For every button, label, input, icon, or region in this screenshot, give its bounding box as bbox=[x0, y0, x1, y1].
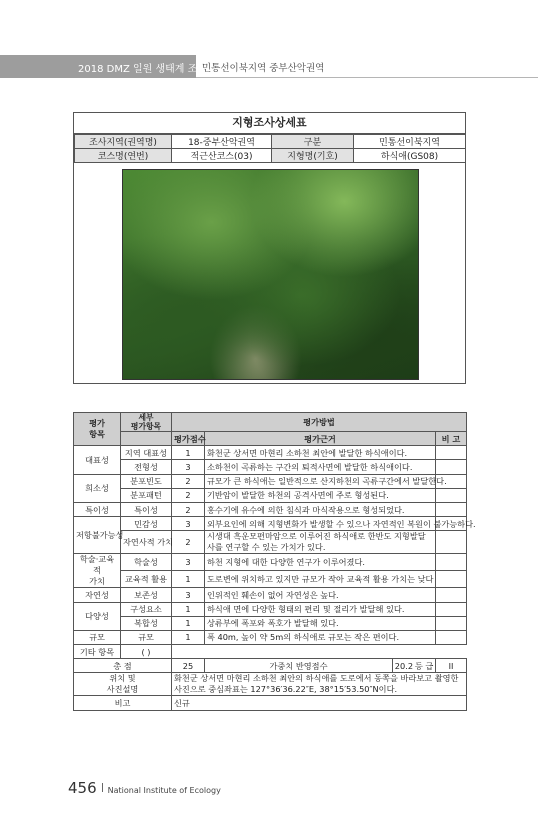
eval-sub: 학술성 bbox=[121, 554, 172, 571]
eval-item: 저항불가능성 bbox=[74, 517, 121, 554]
sheet-title: 지형조사상세표 bbox=[74, 113, 465, 134]
eval-sub: 민감성 bbox=[121, 517, 172, 531]
eval-item: 다양성 bbox=[74, 602, 121, 630]
eval-row bbox=[74, 502, 467, 516]
eval-item: 대표성 bbox=[74, 446, 121, 474]
eval-sub: 교육적 활용 bbox=[121, 571, 172, 588]
eval-row bbox=[74, 602, 467, 616]
eval-sub: 분포패턴 bbox=[121, 488, 172, 502]
eval-row bbox=[74, 571, 467, 588]
eval-row bbox=[74, 630, 467, 644]
sheet-info-table bbox=[74, 134, 466, 163]
eval-sub: 자연사적 가치 bbox=[121, 531, 172, 554]
weighted-score bbox=[393, 659, 436, 673]
eval-note bbox=[436, 588, 467, 602]
eval-note bbox=[436, 460, 467, 474]
eval-basis: 화천군 상서면 마현리 소하천 최안에 발달한 하식애이다. bbox=[205, 446, 436, 460]
eval-score: 1 bbox=[172, 602, 205, 616]
section-title: 민통선이북지역 중부산악권역 bbox=[202, 63, 325, 74]
eval-score: 3 bbox=[172, 588, 205, 602]
remark-row bbox=[74, 696, 467, 710]
eval-score: 1 bbox=[172, 630, 205, 644]
eval-note bbox=[436, 616, 467, 630]
info-label: 지형명(기호) bbox=[272, 149, 354, 163]
eval-note bbox=[436, 571, 467, 588]
other-value: ( ) bbox=[121, 645, 172, 659]
evaluation-table bbox=[73, 412, 476, 711]
eval-basis: 도로변에 위치하고 있지만 규모가 작아 교육적 활용 가치는 낮다 bbox=[205, 571, 436, 588]
eval-score: 3 bbox=[172, 460, 205, 474]
head-note: 비 고 bbox=[436, 432, 467, 446]
eval-item: 규모 bbox=[74, 630, 121, 644]
other-empty bbox=[172, 645, 467, 659]
footer-divider bbox=[102, 783, 103, 792]
eval-sub: 분포빈도 bbox=[121, 474, 172, 488]
eval-row bbox=[74, 460, 467, 474]
eval-row bbox=[74, 554, 467, 571]
head-basis: 평가근거 bbox=[205, 432, 436, 446]
eval-row bbox=[74, 588, 467, 602]
info-row bbox=[75, 135, 466, 149]
eval-basis: 시생대 흑운모편마암으로 이루어진 하식애로 한반도 지형발달사를 연구할 수 있는 가치가 있다. bbox=[205, 531, 436, 554]
eval-basis: 외부요인에 의해 지형변화가 발생할 수 있으나 자연적인 복원이 불가능하다. bbox=[205, 517, 436, 531]
info-value: 민통선이북지역 bbox=[354, 135, 466, 149]
eval-basis: 인위적인 훼손이 없어 자연성은 높다. bbox=[205, 588, 436, 602]
eval-row bbox=[74, 474, 467, 488]
eval-row bbox=[74, 517, 467, 531]
eval-score: 2 bbox=[172, 474, 205, 488]
info-label: 조사지역(권역명) bbox=[75, 135, 172, 149]
weighted-label: 가중치 반영점수 bbox=[205, 659, 393, 673]
eval-row bbox=[74, 488, 467, 502]
survey-detail-sheet bbox=[73, 112, 466, 384]
location-text: 화천군 상서면 마현리 소하천 최안의 하식애를 도로에서 동쪽을 바라보고 촬영한 사진으로 중심좌표는 127°36′36.22″E, 38°15′53.50″N이다. bbox=[172, 673, 467, 696]
eval-row bbox=[74, 446, 467, 460]
eval-sub: 구성요소 bbox=[121, 602, 172, 616]
eval-basis: 홍수기에 유수에 의한 침식과 마식작용으로 형성되었다. bbox=[205, 502, 436, 516]
footer-org: National Institute of Ecology bbox=[107, 786, 221, 795]
eval-score: 3 bbox=[172, 517, 205, 531]
eval-item: 희소성 bbox=[74, 474, 121, 502]
eval-sub: 규모 bbox=[121, 630, 172, 644]
weighted-value: 20.2 bbox=[394, 660, 414, 671]
eval-basis: 소하천이 곡류하는 구간의 퇴적사면에 발달한 하식애이다. bbox=[205, 460, 436, 474]
other-row bbox=[74, 645, 467, 659]
location-label: 위치 및 사진설명 bbox=[74, 673, 172, 696]
head-item: 평가 항목 bbox=[74, 413, 121, 446]
page-number: 456 bbox=[68, 779, 97, 797]
eval-basis: 규모가 큰 하식애는 일반적으로 산지하천의 곡류구간에서 발달한다. bbox=[205, 474, 436, 488]
remark-text: 신규 bbox=[172, 696, 467, 710]
head-sub: 세부 평가항목 bbox=[121, 413, 172, 432]
eval-score: 1 bbox=[172, 616, 205, 630]
info-row bbox=[75, 149, 466, 163]
remark-label: 비고 bbox=[74, 696, 172, 710]
eval-sub: 복합성 bbox=[121, 616, 172, 630]
eval-score: 2 bbox=[172, 502, 205, 516]
eval-score: 1 bbox=[172, 571, 205, 588]
eval-item: 특이성 bbox=[74, 502, 121, 516]
eval-basis: 하식애 면에 다양한 형태의 편리 및 절리가 발달해 있다. bbox=[205, 602, 436, 616]
header-rule bbox=[196, 77, 538, 78]
site-photo bbox=[122, 169, 419, 380]
grade-value: II bbox=[436, 659, 467, 673]
info-label: 구분 bbox=[272, 135, 354, 149]
info-value: 18-중부산악권역 bbox=[172, 135, 272, 149]
info-value: 적근산코스(03) bbox=[172, 149, 272, 163]
eval-basis: 하천 지형에 대한 다양한 연구가 이루어졌다. bbox=[205, 554, 436, 571]
head-method: 평가방법 bbox=[172, 413, 467, 432]
eval-row bbox=[74, 616, 467, 630]
report-title: 2018 DMZ 일원 생태계 조사 bbox=[78, 64, 207, 75]
eval-sub: 지역 대표성 bbox=[121, 446, 172, 460]
total-row bbox=[74, 659, 467, 673]
grade-label: 등 급 bbox=[414, 660, 434, 671]
eval-note bbox=[436, 502, 467, 516]
eval-sub: 특이성 bbox=[121, 502, 172, 516]
header-tab bbox=[0, 55, 207, 78]
eval-note bbox=[436, 554, 467, 571]
eval-row bbox=[74, 531, 467, 554]
eval-score: 2 bbox=[172, 531, 205, 554]
eval-basis: 기반암이 발달한 하천의 공격사면에 주로 형성된다. bbox=[205, 488, 436, 502]
eval-note bbox=[436, 488, 467, 502]
eval-note bbox=[436, 602, 467, 616]
info-label: 코스명(연번) bbox=[75, 149, 172, 163]
total-score: 25 bbox=[172, 659, 205, 673]
eval-basis: 상류부에 폭포와 폭호가 발달해 있다. bbox=[205, 616, 436, 630]
eval-score: 3 bbox=[172, 554, 205, 571]
total-label: 총 점 bbox=[74, 659, 172, 673]
head-score: 평가점수 bbox=[172, 432, 205, 446]
eval-item: 학술·교육적 가치 bbox=[74, 554, 121, 588]
eval-score: 1 bbox=[172, 446, 205, 460]
running-header bbox=[0, 55, 538, 78]
eval-sub: 전형성 bbox=[121, 460, 172, 474]
info-value: 하식애(GS08) bbox=[354, 149, 466, 163]
location-row bbox=[74, 673, 467, 696]
eval-score: 2 bbox=[172, 488, 205, 502]
eval-note bbox=[436, 446, 467, 460]
eval-item: 자연성 bbox=[74, 588, 121, 602]
eval-basis: 폭 40m, 높이 약 5m의 하식애로 규모는 작은 편이다. bbox=[205, 630, 436, 644]
page-footer bbox=[68, 778, 221, 797]
eval-sub: 보존성 bbox=[121, 588, 172, 602]
eval-note bbox=[436, 531, 467, 554]
other-label: 기타 항목 bbox=[74, 645, 121, 659]
eval-note bbox=[436, 630, 467, 644]
head-sub-2 bbox=[121, 432, 172, 446]
